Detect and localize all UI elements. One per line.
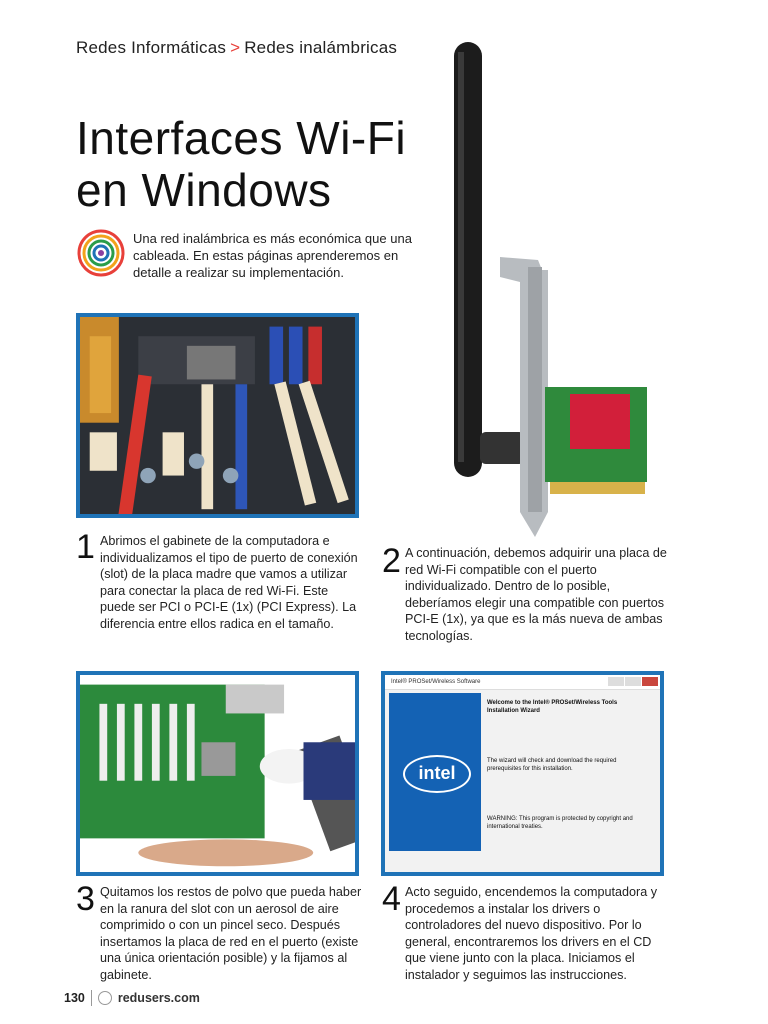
installer-content	[487, 699, 647, 873]
footer-divider	[91, 990, 92, 1006]
step-3-number: 3	[76, 880, 95, 918]
minimize-icon	[608, 677, 624, 686]
page-footer	[64, 990, 200, 1006]
step-3-text: Quitamos los restos de polvo que pueda haber en la ranura del slot con un aerosol de aire comprimido o con un pincel seco. Después insertamos la placa de red en el puerto (existe una única orientación posible) y la fijamos al gabinete.	[100, 885, 362, 982]
intro-text: Una red inalámbrica es más económica que una cableada. En estas páginas aprenderemos en detalle a realizar su implementación.	[133, 231, 412, 280]
intel-logo: intel	[403, 755, 471, 793]
installer-heading: Welcome to the Intel® PROSet/Wireless Tools Installation Wizard	[487, 700, 618, 714]
breadcrumb-section: Redes Informáticas	[76, 38, 227, 57]
close-icon	[642, 677, 658, 686]
window-controls	[608, 677, 658, 686]
installer-warning: WARNING: This program is protected by copyright and international treaties.	[487, 816, 633, 830]
breadcrumb-separator: >	[230, 38, 241, 57]
maximize-icon	[625, 677, 641, 686]
step-4-number: 4	[382, 880, 401, 918]
step-1-number: 1	[76, 528, 95, 566]
page-number: 130	[64, 991, 85, 1005]
step-2-text: A continuación, debemos adquirir una placa de red Wi-Fi compatible con el puerto individualizado. Dentro de lo posible, deberíamos elegir una compatible con puertos PCI-E (1x), ya que es la más nueva de ambas tecnologías.	[405, 546, 667, 643]
step-1-text: Abrimos el gabinete de la computadora e individualizamos el tipo de puerto de conexión (slot) de la placa madre que vamos a utilizar para conectar la placa de red Wi-Fi. Este puede ser PCI o PCI-E (1x) (PCI Express). La diferencia entre ellos radica en el tamaño.	[100, 534, 358, 631]
step-4-text: Acto seguido, encendemos la computadora y procedemos a instalar los drivers o controladores del nuevo dispositivo. Por lo general, encontraremos los drivers en el CD que viene junto con la placa. Iniciamos el instalador y seguimos las instrucciones.	[405, 885, 658, 982]
installer-titlebar	[385, 675, 660, 690]
site-name: redusers.com	[117, 991, 200, 1005]
wifi-card-photo	[440, 42, 660, 542]
breadcrumb	[76, 38, 397, 58]
installer-window-title: Intel® PROSet/Wireless Software	[391, 679, 481, 685]
page-title-line2: en Windows	[76, 164, 332, 216]
globe-icon	[98, 991, 112, 1005]
installer-screenshot	[381, 671, 664, 876]
installer-side-panel	[389, 693, 481, 851]
board-cleaning-photo	[76, 671, 359, 876]
breadcrumb-subsection: Redes inalámbricas	[244, 38, 398, 57]
page-title-line1: Interfaces Wi-Fi	[76, 112, 407, 164]
installer-body: The wizard will check and download the required prerequisites for this installation.	[487, 758, 617, 772]
motherboard-photo	[76, 313, 359, 518]
page-title	[76, 112, 406, 216]
step-2-number: 2	[382, 542, 401, 580]
spiral-wifi-icon	[76, 228, 126, 278]
